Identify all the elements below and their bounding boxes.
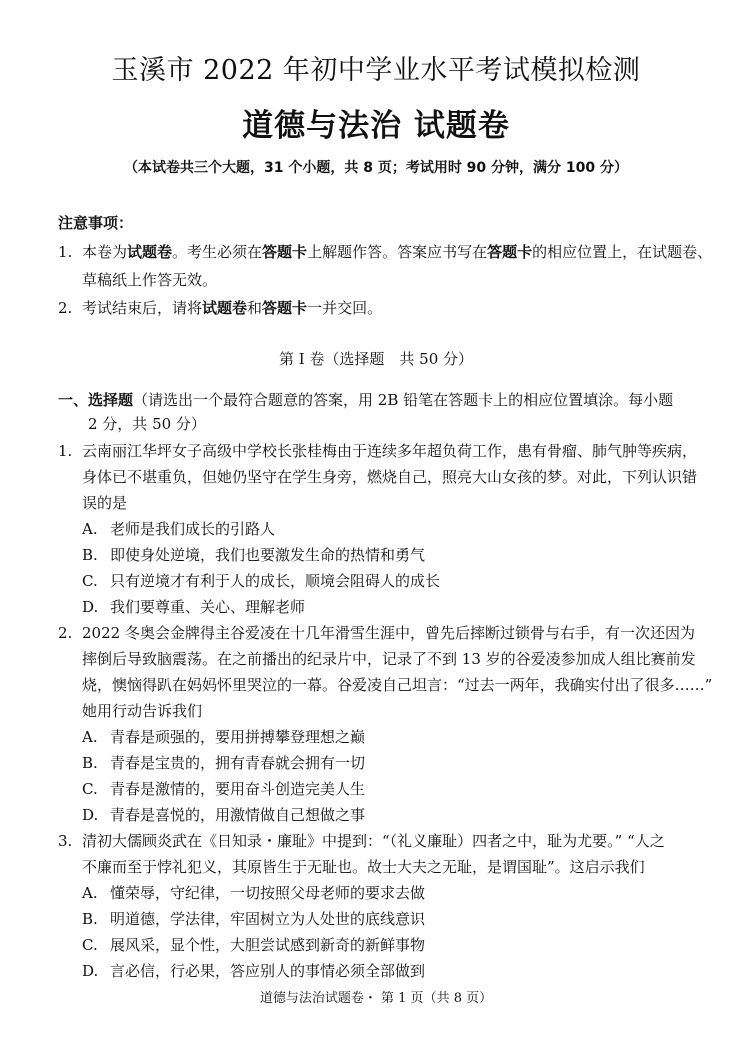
question-1-stem-line-1: 云南丽江华坪女子高级中学校长张桂梅由于连续多年超负荷工作，患有骨瘤、肺气肿等疾病，	[82, 442, 698, 460]
note-1-line-1: 本卷为试题卷。考生必须在答题卡上解题作答。答案应书写在答题卡的相应位置上，在试题卷、	[82, 243, 713, 261]
question-2-stem-line-4: 她用行动告诉我们	[82, 702, 203, 720]
exam-title: 玉溪市 2022 年初中学业水平考试模拟检测	[111, 55, 641, 86]
q3-option-d-label: D.	[82, 962, 99, 980]
q1-option-c-label: C.	[82, 572, 98, 590]
question-2-stem-line-1: 2022 冬奥会金牌得主谷爱凌在十几年滑雪生涯中，曾先后摔断过锁骨与右手，有一次还因为	[82, 624, 695, 642]
q3-option-c-text: 展风采，显个性，大胆尝试感到新奇的新鲜事物	[110, 936, 426, 954]
notes-heading: 注意事项：	[58, 214, 134, 232]
question-2-stem-line-2: 摔倒后导致脑震荡。在之前播出的纪录片中，记录了不到 13 岁的谷爱凌参加成人组比赛前发	[82, 650, 696, 668]
q1-option-d-label: D.	[82, 598, 99, 616]
question-3-number: 3.	[58, 832, 73, 850]
question-2-number: 2.	[58, 624, 73, 642]
page-footer: 道德与法治试题卷・ 第 1 页（共 8 页）	[259, 991, 493, 1006]
q1-option-a-text: 老师是我们成长的引路人	[110, 520, 276, 538]
q2-option-b-label: B.	[82, 754, 98, 772]
note-1-line-2: 草稿纸上作答无效。	[82, 271, 218, 289]
q3-option-c-label: C.	[82, 936, 98, 954]
q2-option-d-label: D.	[82, 806, 99, 824]
q1-option-d-text: 我们要尊重、关心、理解老师	[110, 598, 306, 616]
q3-option-b-label: B.	[82, 910, 98, 928]
q3-option-d-text: 言必信，行必果，答应别人的事情必须全部做到	[110, 962, 426, 980]
note-2-number: 2.	[58, 299, 73, 317]
exam-info: （本试卷共三个大题，31 个小题，共 8 页；考试用时 90 分钟，满分 100 分）	[123, 160, 629, 176]
q3-option-a-text: 懂荣辱，守纪律，一切按照父母老师的要求去做	[110, 884, 426, 902]
q3-option-a-label: A.	[82, 884, 98, 902]
q1-option-a-label: A.	[82, 520, 98, 538]
question-1-stem-line-2: 身体已不堪重负，但她仍坚守在学生身旁，燃烧自己，照亮大山女孩的梦。对此，下列认识错	[82, 468, 698, 486]
q1-option-b-label: B.	[82, 546, 98, 564]
q3-option-b-text: 明道德，学法律，牢固树立为人处世的底线意识	[110, 910, 426, 928]
q1-option-b-text: 即使身处逆境，我们也要激发生命的热情和勇气	[110, 546, 426, 564]
part-1-instructions: 一、选择题（请选出一个最符合题意的答案，用 2B 铅笔在答题卡上的相应位置填涂。每小题	[58, 391, 674, 409]
question-1-number: 1.	[58, 442, 73, 460]
q2-option-d-text: 青春是喜悦的，用激情做自己想做之事	[110, 806, 366, 824]
note-1-number: 1.	[58, 243, 73, 261]
question-3-stem-line-2: 不廉而至于悖礼犯义，其原皆生于无耻也。故士大夫之无耻，是谓国耻”。这启示我们	[82, 858, 645, 876]
part-1-instructions-line-2: 2 分，共 50 分）	[88, 415, 206, 433]
note-2-text: 考试结束后，请将试题卷和答题卡一并交回。	[82, 299, 383, 317]
question-1-stem-line-3: 误的是	[82, 494, 128, 512]
q1-option-c-text: 只有逆境才有利于人的成长，顺境会阻碍人的成长	[110, 572, 441, 590]
question-3-stem-line-1: 清初大儒顾炎武在《日知录・廉耻》中提到：“（礼义廉耻）四者之中，耻为尤要。” “人之	[82, 832, 665, 850]
q2-option-a-label: A.	[82, 728, 98, 746]
section-heading: 第 I 卷（选择题 共 50 分）	[278, 350, 474, 368]
subject-title: 道德与法治 试题卷	[242, 108, 510, 144]
q2-option-c-label: C.	[82, 780, 98, 798]
q2-option-a-text: 青春是顽强的，要用拼搏攀登理想之巅	[110, 728, 366, 746]
question-2-stem-line-3: 烧，懊恼得趴在妈妈怀里哭泣的一幕。谷爱凌自己坦言：“过去一两年，我确实付出了很多……”	[82, 676, 713, 694]
q2-option-c-text: 青春是激情的，要用奋斗创造完美人生	[110, 780, 366, 798]
q2-option-b-text: 青春是宝贵的，拥有青春就会拥有一切	[110, 754, 366, 772]
